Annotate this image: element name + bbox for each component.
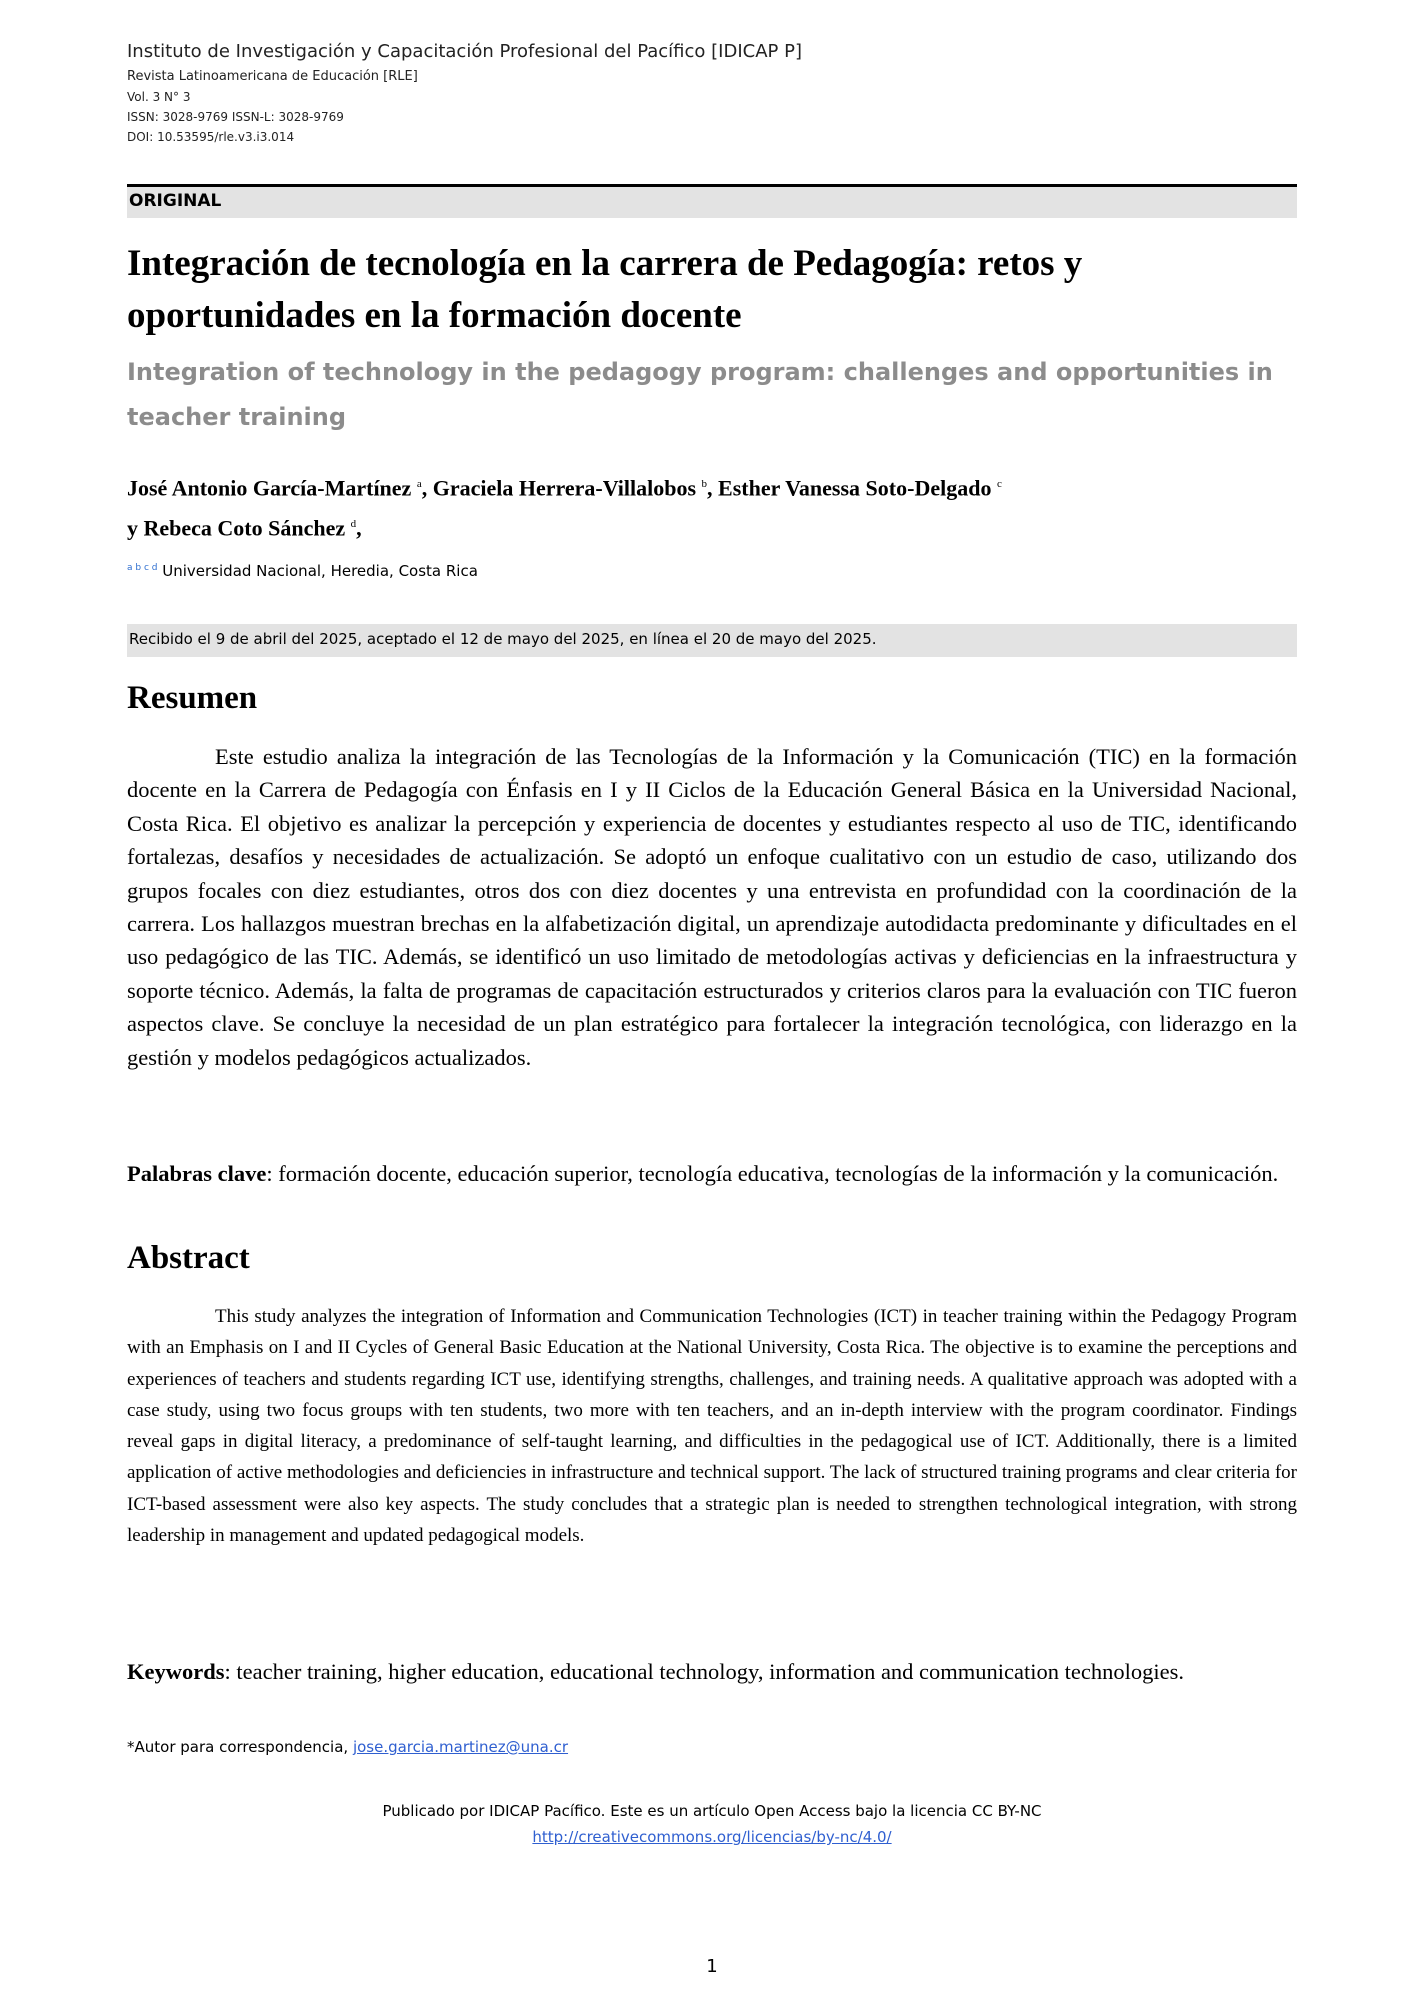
journal-header [127,38,1297,147]
palabras-clave-label: Palabras clave [127,1161,267,1186]
resumen-text: Este estudio analiza la integración de las Tecnologías de la Información y la Comunicación (TIC) en la formación docente en la Carrera de Pedagogía con Énfasis en I y II Ciclos de la Educación General Básica en la Universidad Nacional, Costa Rica. El objetivo es analizar la percepción y experiencia de docentes y estudiantes respecto al uso de TIC, identificando fortalezas, desafíos y necesidades de actualización. Se adoptó un enfoque cualitativo con un estudio de caso, utilizando dos grupos focales con diez estudiantes, otros dos con diez docentes y una entrevista en profundidad con la coordinación de la carrera. Los hallazgos muestran brechas en la alfabetización digital, un aprendizaje autodidacta predominante y dificultades en el uso pedagógico de las TIC. Además, se identificó un uso limitado de metodologías activas y deficiencias en la infraestructura y soporte técnico. Además, la falta de programas de capacitación estructurados y criterios claros para la evaluación con TIC fueron aspectos clave. Se concluye la necesidad de un plan estratégico para fortalecer la integración tecnológica, con liderazgo en la gestión y modelos pedagógicos actualizados. [127,744,1297,1070]
palabras-clave: Palabras clave: formación docente, educación superior, tecnología educativa, tecnologías de la información y la comunicación. [127,1161,1279,1186]
affiliation-text: Universidad Nacional, Heredia, Costa Rica [162,562,478,580]
section-label: ORIGINAL [127,184,1297,218]
journal-name: Revista Latinoamericana de Educación [RLE] [127,69,418,84]
keywords-text: teacher training, higher education, educational technology, information and communication technologies. [236,1659,1184,1684]
keywords: Keywords: teacher training, higher education, educational technology, information and communication technologies. [127,1659,1184,1684]
license-notice [127,1798,1297,1850]
doi-info: DOI: 10.53595/rle.v3.i3.014 [127,130,295,144]
abstract-text: This study analyzes the integration of Information and Communication Technologies (ICT) in teacher training within the Pedagogy Program with an Emphasis on I and II Cycles of General Basic Education at the National University, Costa Rica. The objective is to examine the perceptions and experiences of teachers and students regarding ICT use, identifying strengths, challenges, and training needs. A qualitative approach was adopted with a case study, using two focus groups with ten students, two more with ten teachers, and an in-depth interview with the program coordinator. Findings reveal gaps in digital literacy, a predominance of self-taught learning, and difficulties in the pedagogical use of ICT. Additionally, there is a limited application of active methodologies and deficiencies in infrastructure and technical support. The lack of structured training programs and clear criteria for ICT-based assessment were also key aspects. The study concludes that a strategic plan is needed to strengthen technological integration, with strong leadership in management and updated pedagogical models. [127,1306,1297,1547]
correspondence-note [127,1738,568,1756]
resumen-heading: Resumen [127,680,258,716]
author-mark: c [996,478,1002,490]
license-text: Publicado por IDICAP Pacífico. Este es un artículo Open Access bajo la licencia CC BY-NC [382,1802,1042,1820]
author-name: Rebeca Coto Sánchez [143,515,346,541]
author-name: José Antonio García-Martínez [127,475,412,501]
author-mark: b [701,478,708,490]
affiliation [127,562,478,580]
issn-info: ISSN: 3028-9769 ISSN-L: 3028-9769 [127,110,344,124]
paper-subtitle: Integration of technology in the pedagogy program: challenges and opportunities in teacher training [127,358,1273,431]
author-mark: d [350,518,357,531]
affiliation-marks: a b c d [127,563,158,573]
institution-name: Instituto de Investigación y Capacitación Profesional del Pacífico [IDICAP P] [127,41,802,62]
license-url-link[interactable]: http://creativecommons.org/licencias/by-nc/4.0/ [532,1828,892,1846]
author-name: Graciela Herrera-Villalobos [432,475,697,501]
keywords-label: Keywords [127,1659,225,1684]
author-name: Esther Vanessa Soto-Delgado [718,475,992,501]
abstract-heading: Abstract [127,1240,250,1276]
page-number: 1 [706,1956,718,1977]
author-connector: y [127,515,138,541]
publication-dates: Recibido el 9 de abril del 2025, aceptado el 12 de mayo del 2025, en línea el 20 de mayo del 2025. [127,624,1297,657]
author-list: José Antonio García-Martínez $^a$, Graciela Herrera-Villalobos $^b$, Esther Vanessa Soto-Delgado $^c$ y Rebeca Coto Sánchez $^d$, [127,475,1002,541]
volume-info: Vol. 3 N° 3 [127,90,191,104]
author-mark: a [416,478,422,490]
correspondence-label: *Autor para correspondencia, [127,1738,349,1756]
paper-title: Integración de tecnología en la carrera de Pedagogía: retos y oportunidades en la formación docente [127,243,1083,336]
palabras-clave-text: formación docente, educación superior, tecnología educativa, tecnologías de la información y la comunicación. [278,1161,1279,1186]
correspondence-email-link[interactable]: jose.garcia.martinez@una.cr [352,1738,569,1756]
